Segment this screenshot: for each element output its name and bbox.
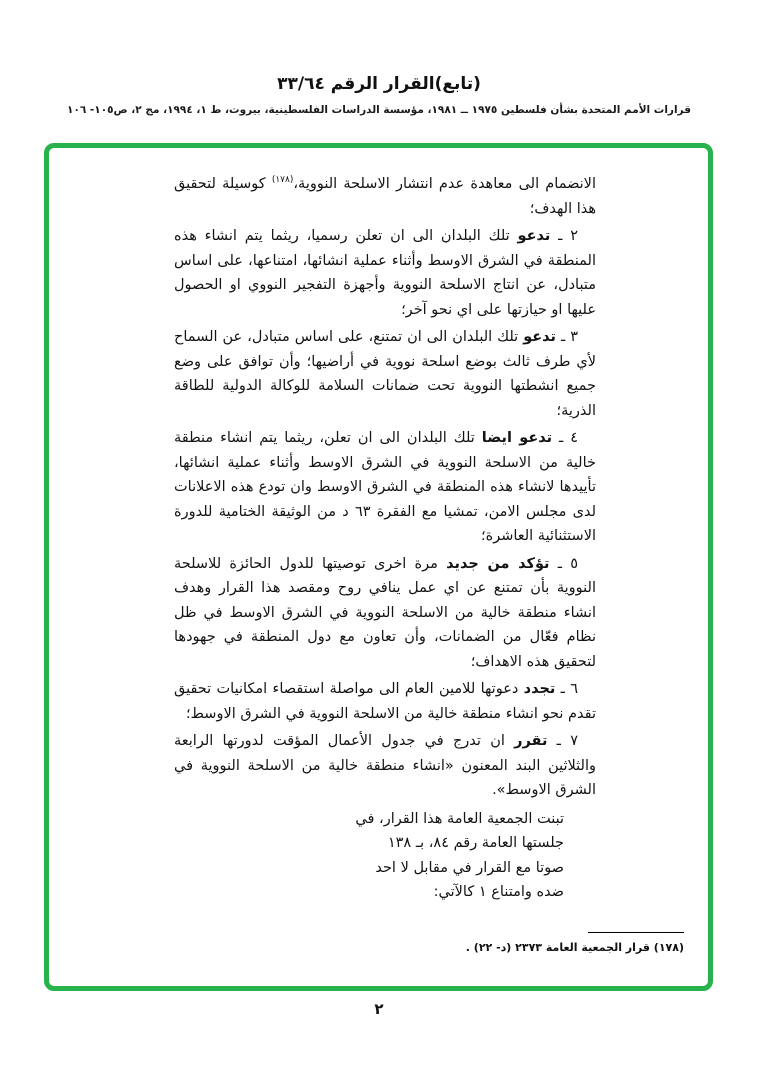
- document-title: (تابع)القرار الرقم ٣٣/٦٤: [277, 74, 481, 94]
- closing-line: جلستها العامة رقم ٨٤، بـ ١٣٨: [387, 835, 564, 851]
- document-header: [0, 74, 758, 116]
- page-number: ٢: [374, 1000, 384, 1018]
- paragraph-text: تلك البلدان الى ان تعلن، ريثما يتم انشاء منطقة خالية من الاسلحة النووية في الشرق الاوسط وأثناء عملية انشائها، تأييدها لانشاء هذه المنطقة في الشرق الاوسط وان تودع هذه الاعلانات لدى مجلس الامن، تمشيا مع الفقرة ٦٣ د من الوثيقة الختامية للدورة الاستثنائية العاشرة؛: [174, 430, 596, 544]
- resolution-paragraph: [174, 224, 596, 322]
- document-subtitle: قرارات الأمم المتحدة بشأن فلسطين ١٩٧٥ ــ ١٩٨١، مؤسسة الدراسات الفلسطينية، بيروت، ط ١، ١٩٩٤، مج ٢، ص١٠٥- ١٠٦: [67, 104, 691, 116]
- paragraph-number: ٧ ـ: [547, 733, 578, 749]
- resolution-paragraph: [174, 325, 596, 423]
- paragraph-number: ٥ ـ: [549, 555, 578, 572]
- paragraph-text: دعوتها للامين العام الى مواصلة استقصاء امكانيات تحقيق تقدم نحو انشاء منطقة خالية من الاسلحة النووية في الشرق الاوسط؛: [174, 681, 596, 722]
- paragraph-lead: تجدد: [523, 681, 556, 697]
- intro-paragraph: [174, 172, 596, 221]
- paragraph-lead: تدعو: [517, 228, 551, 244]
- paragraph-text: تلك البلدان الى ان تعلن رسميا، ريثما يتم انشاء هذه المنطقة في الشرق الاوسط وأثناء عملية انشائها، امتناعها، على اساس متبادل، عن انتاج الاسلحة النووية وأجهزة التفجير النووي او الحصول عليها او حيازتها على اي نحو آخر؛: [174, 228, 596, 318]
- paragraph-lead: تقرر: [514, 733, 548, 749]
- paragraph-number: ٢ ـ: [550, 228, 579, 244]
- resolution-paragraph: [174, 426, 596, 549]
- resolution-text-column: [174, 172, 596, 905]
- closing-line: صوتا مع القرار في مقابل لا احد: [375, 859, 564, 876]
- closing-line: تبنت الجمعية العامة هذا القرار، في: [355, 810, 564, 827]
- paragraph-number: ٦ ـ: [555, 681, 579, 697]
- paragraph-number: ٤ ـ: [552, 430, 579, 446]
- paragraph-number: ٣ ـ: [556, 329, 579, 345]
- footnote-text: (١٧٨) قرار الجمعية العامة ٢٣٧٣ (د- ٢٢) .: [465, 941, 684, 954]
- resolution-paragraph: [174, 677, 596, 726]
- resolution-paragraph: [174, 552, 596, 675]
- footnote-separator: [588, 932, 684, 933]
- resolution-paragraph: [174, 729, 596, 803]
- paragraph-lead: تدعو: [523, 329, 557, 345]
- paragraph-text: ان تدرج في جدول الأعمال المؤقت لدورتها الرابعة والثلاثين البند المعنون «انشاء منطقة خالية من الاسلحة النووية في الشرق الاوسط».: [174, 733, 596, 798]
- intro-text-after: كوسيلة لتحقيق هذا الهدف؛: [174, 176, 596, 217]
- closing-block: [174, 807, 564, 905]
- green-border-box: [44, 143, 713, 991]
- paragraph-lead: تؤكد من جديد: [446, 555, 550, 572]
- paragraph-lead: تدعو ايضا: [481, 430, 553, 446]
- paragraph-text: تلك البلدان الى ان تمتنع، على اساس متبادل، عن السماح لأي طرف ثالث بوضع اسلحة نووية في أراضيها؛ وأن توافق على وضع جميع انشطتها النووية تحت ضمانات السلامة للوكالة الدولية للطاقة الذرية؛: [174, 329, 596, 419]
- closing-line: ضده وامتناع ١ كالآتي:: [433, 884, 564, 900]
- paragraph-text: مرة اخرى توصيتها للدول الحائزة للاسلحة النووية بأن تمتنع عن اي عمل ينافي روح ومقصد هذا القرار وهدف انشاء منطقة خالية من الاسلحة النووية في الشرق الاوسط في ظل نظام فعّال من الضمانات، وأن تعاون مع دول المنطقة في جهودها لتحقيق هذه الاهداف؛: [174, 555, 596, 670]
- paragraph-list: [174, 224, 596, 803]
- intro-text-before: الانضمام الى معاهدة عدم انتشار الاسلحة النووية،: [293, 176, 596, 192]
- footnote-reference: (١٧٨): [271, 175, 294, 186]
- footnote-area: [466, 932, 684, 954]
